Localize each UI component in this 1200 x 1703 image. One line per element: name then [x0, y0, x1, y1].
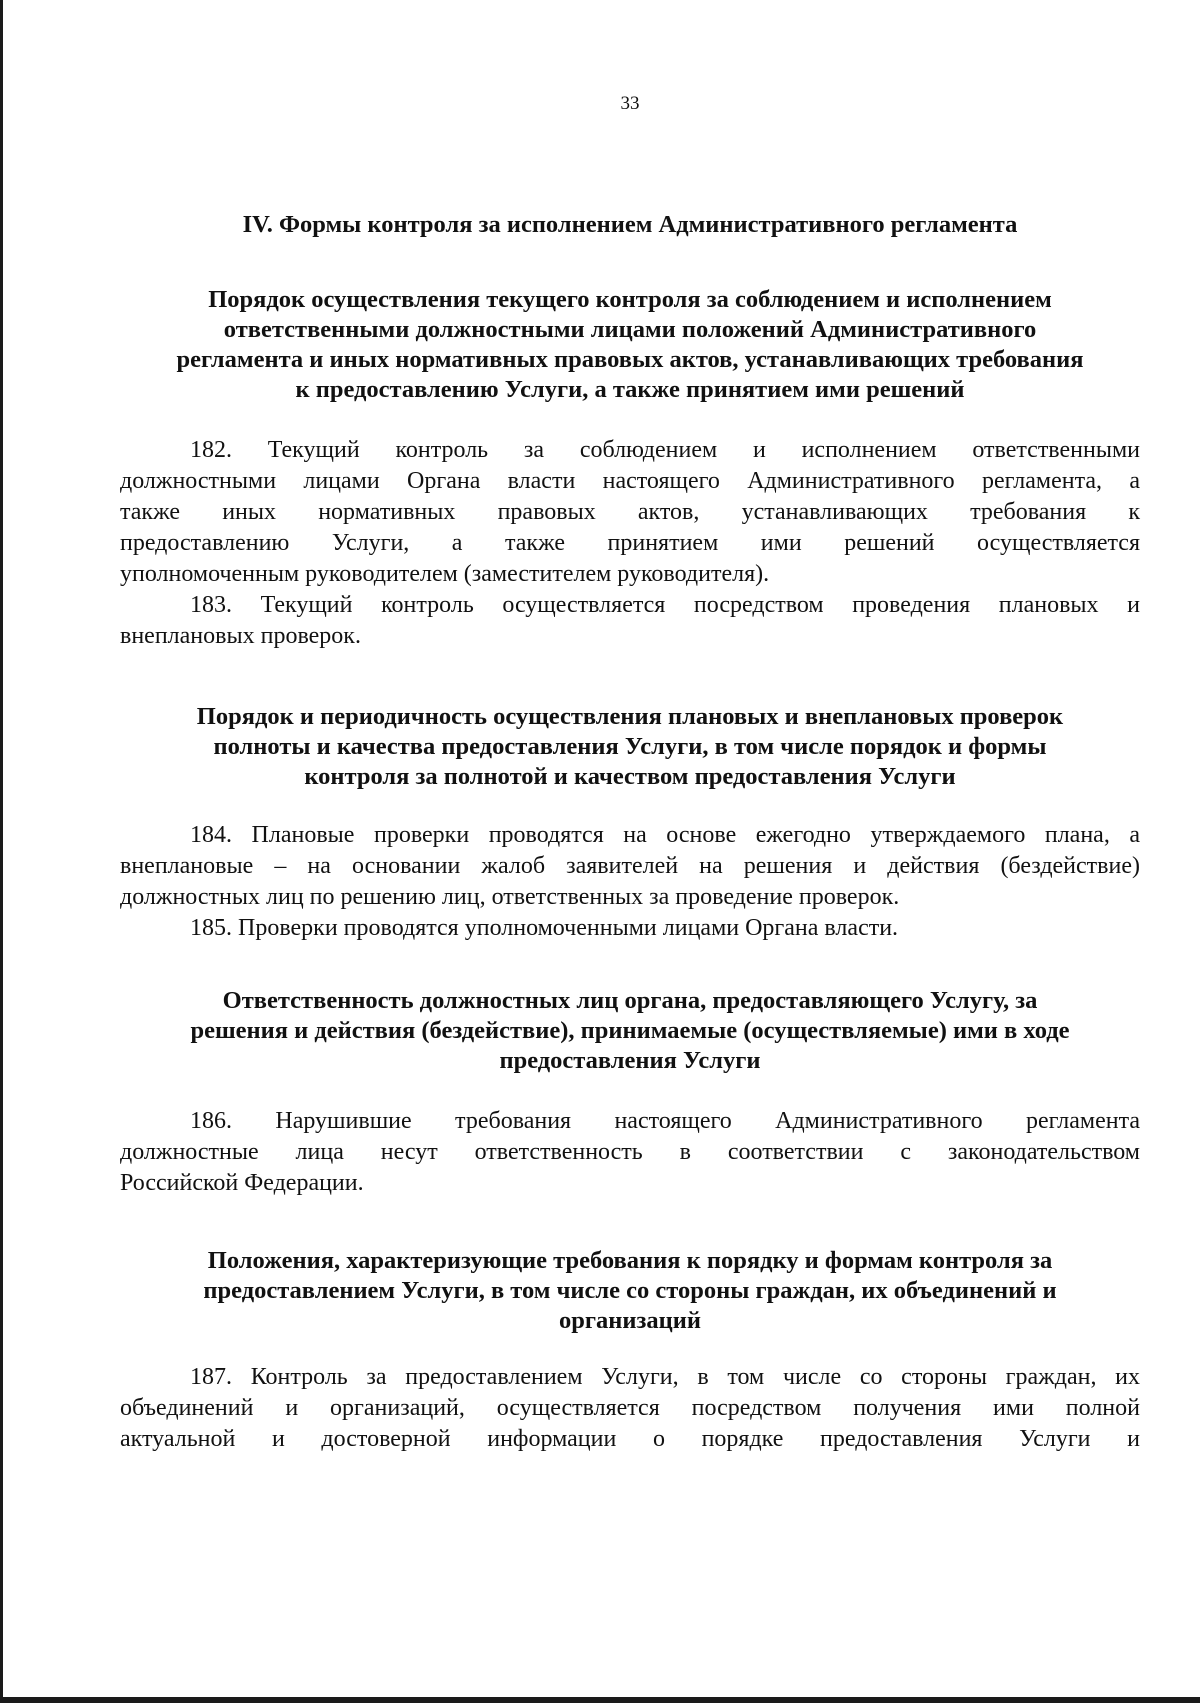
section-heading-line: ответственными должностными лицами положений Административного — [223, 316, 1037, 343]
paragraph-line: 183. Текущий контроль осуществляется посредством проведения плановых и — [190, 592, 1140, 618]
section-heading-line: регламента и иных нормативных правовых актов, устанавливающих требования — [176, 346, 1084, 373]
section-heading-line: предоставлением Услуги, в том числе со стороны граждан, их объединений и — [203, 1277, 1057, 1304]
section-heading-line: Положения, характеризующие требования к порядку и формам контроля за — [207, 1247, 1053, 1274]
section-heading-line: контроля за полнотой и качеством предоставления Услуги — [304, 763, 956, 790]
paragraph-line: 182. Текущий контроль за соблюдением и исполнением ответственными — [190, 437, 1140, 463]
paragraph-line: внеплановых проверок. — [120, 623, 361, 649]
paragraph-line: 184. Плановые проверки проводятся на основе ежегодно утверждаемого плана, а — [190, 822, 1140, 848]
paragraph-line: уполномоченным руководителем (заместителем руководителя). — [120, 561, 770, 587]
paragraph-line: должностные лица несут ответственность в соответствии с законодательством — [120, 1139, 1140, 1165]
section-heading-line: Ответственность должностных лиц органа, предоставляющего Услугу, за — [222, 987, 1038, 1014]
paragraph-line: актуальной и достоверной информации о порядке предоставления Услуги и — [120, 1426, 1140, 1452]
paragraph-line: внеплановые – на основании жалоб заявителей на решения и действия (бездействие) — [120, 853, 1140, 879]
paragraph-line: Российской Федерации. — [120, 1170, 364, 1196]
paragraph-line: должностными лицами Органа власти настоящего Административного регламента, а — [120, 468, 1140, 494]
paragraph-line: 185. Проверки проводятся уполномоченными лицами Органа власти. — [190, 915, 899, 941]
section-heading-line: Порядок осуществления текущего контроля за соблюдением и исполнением — [208, 286, 1052, 313]
paragraph-line: объединений и организаций, осуществляется посредством получения ими полной — [120, 1395, 1140, 1421]
section-heading-line: предоставления Услуги — [499, 1047, 761, 1074]
paragraph-line: 187. Контроль за предоставлением Услуги, в том числе со стороны граждан, их — [190, 1364, 1140, 1390]
scan-edge-bottom — [0, 1697, 1200, 1703]
section-heading-line: организаций — [559, 1307, 701, 1334]
section-heading-line: решения и действия (бездействие), принимаемые (осуществляемые) ими в ходе — [190, 1017, 1070, 1044]
paragraph-line: 186. Нарушившие требования настоящего Административного регламента — [190, 1108, 1140, 1134]
scan-edge-left — [0, 0, 3, 1703]
paragraph-line: должностных лиц по решению лиц, ответственных за проведение проверок. — [120, 884, 900, 910]
section-heading-line: полноты и качества предоставления Услуги, в том числе порядок и формы — [213, 733, 1047, 760]
page-number: 33 — [620, 93, 640, 114]
section-heading-line: Порядок и периодичность осуществления плановых и внеплановых проверок — [196, 703, 1064, 730]
paragraph-line: также иных нормативных правовых актов, устанавливающих требования к — [120, 499, 1140, 525]
section-heading-line: к предоставлению Услуги, а также принятием ими решений — [295, 376, 965, 403]
paragraph-line: предоставлению Услуги, а также принятием ими решений осуществляется — [120, 530, 1140, 556]
chapter-title: IV. Формы контроля за исполнением Административного регламента — [242, 211, 1018, 238]
